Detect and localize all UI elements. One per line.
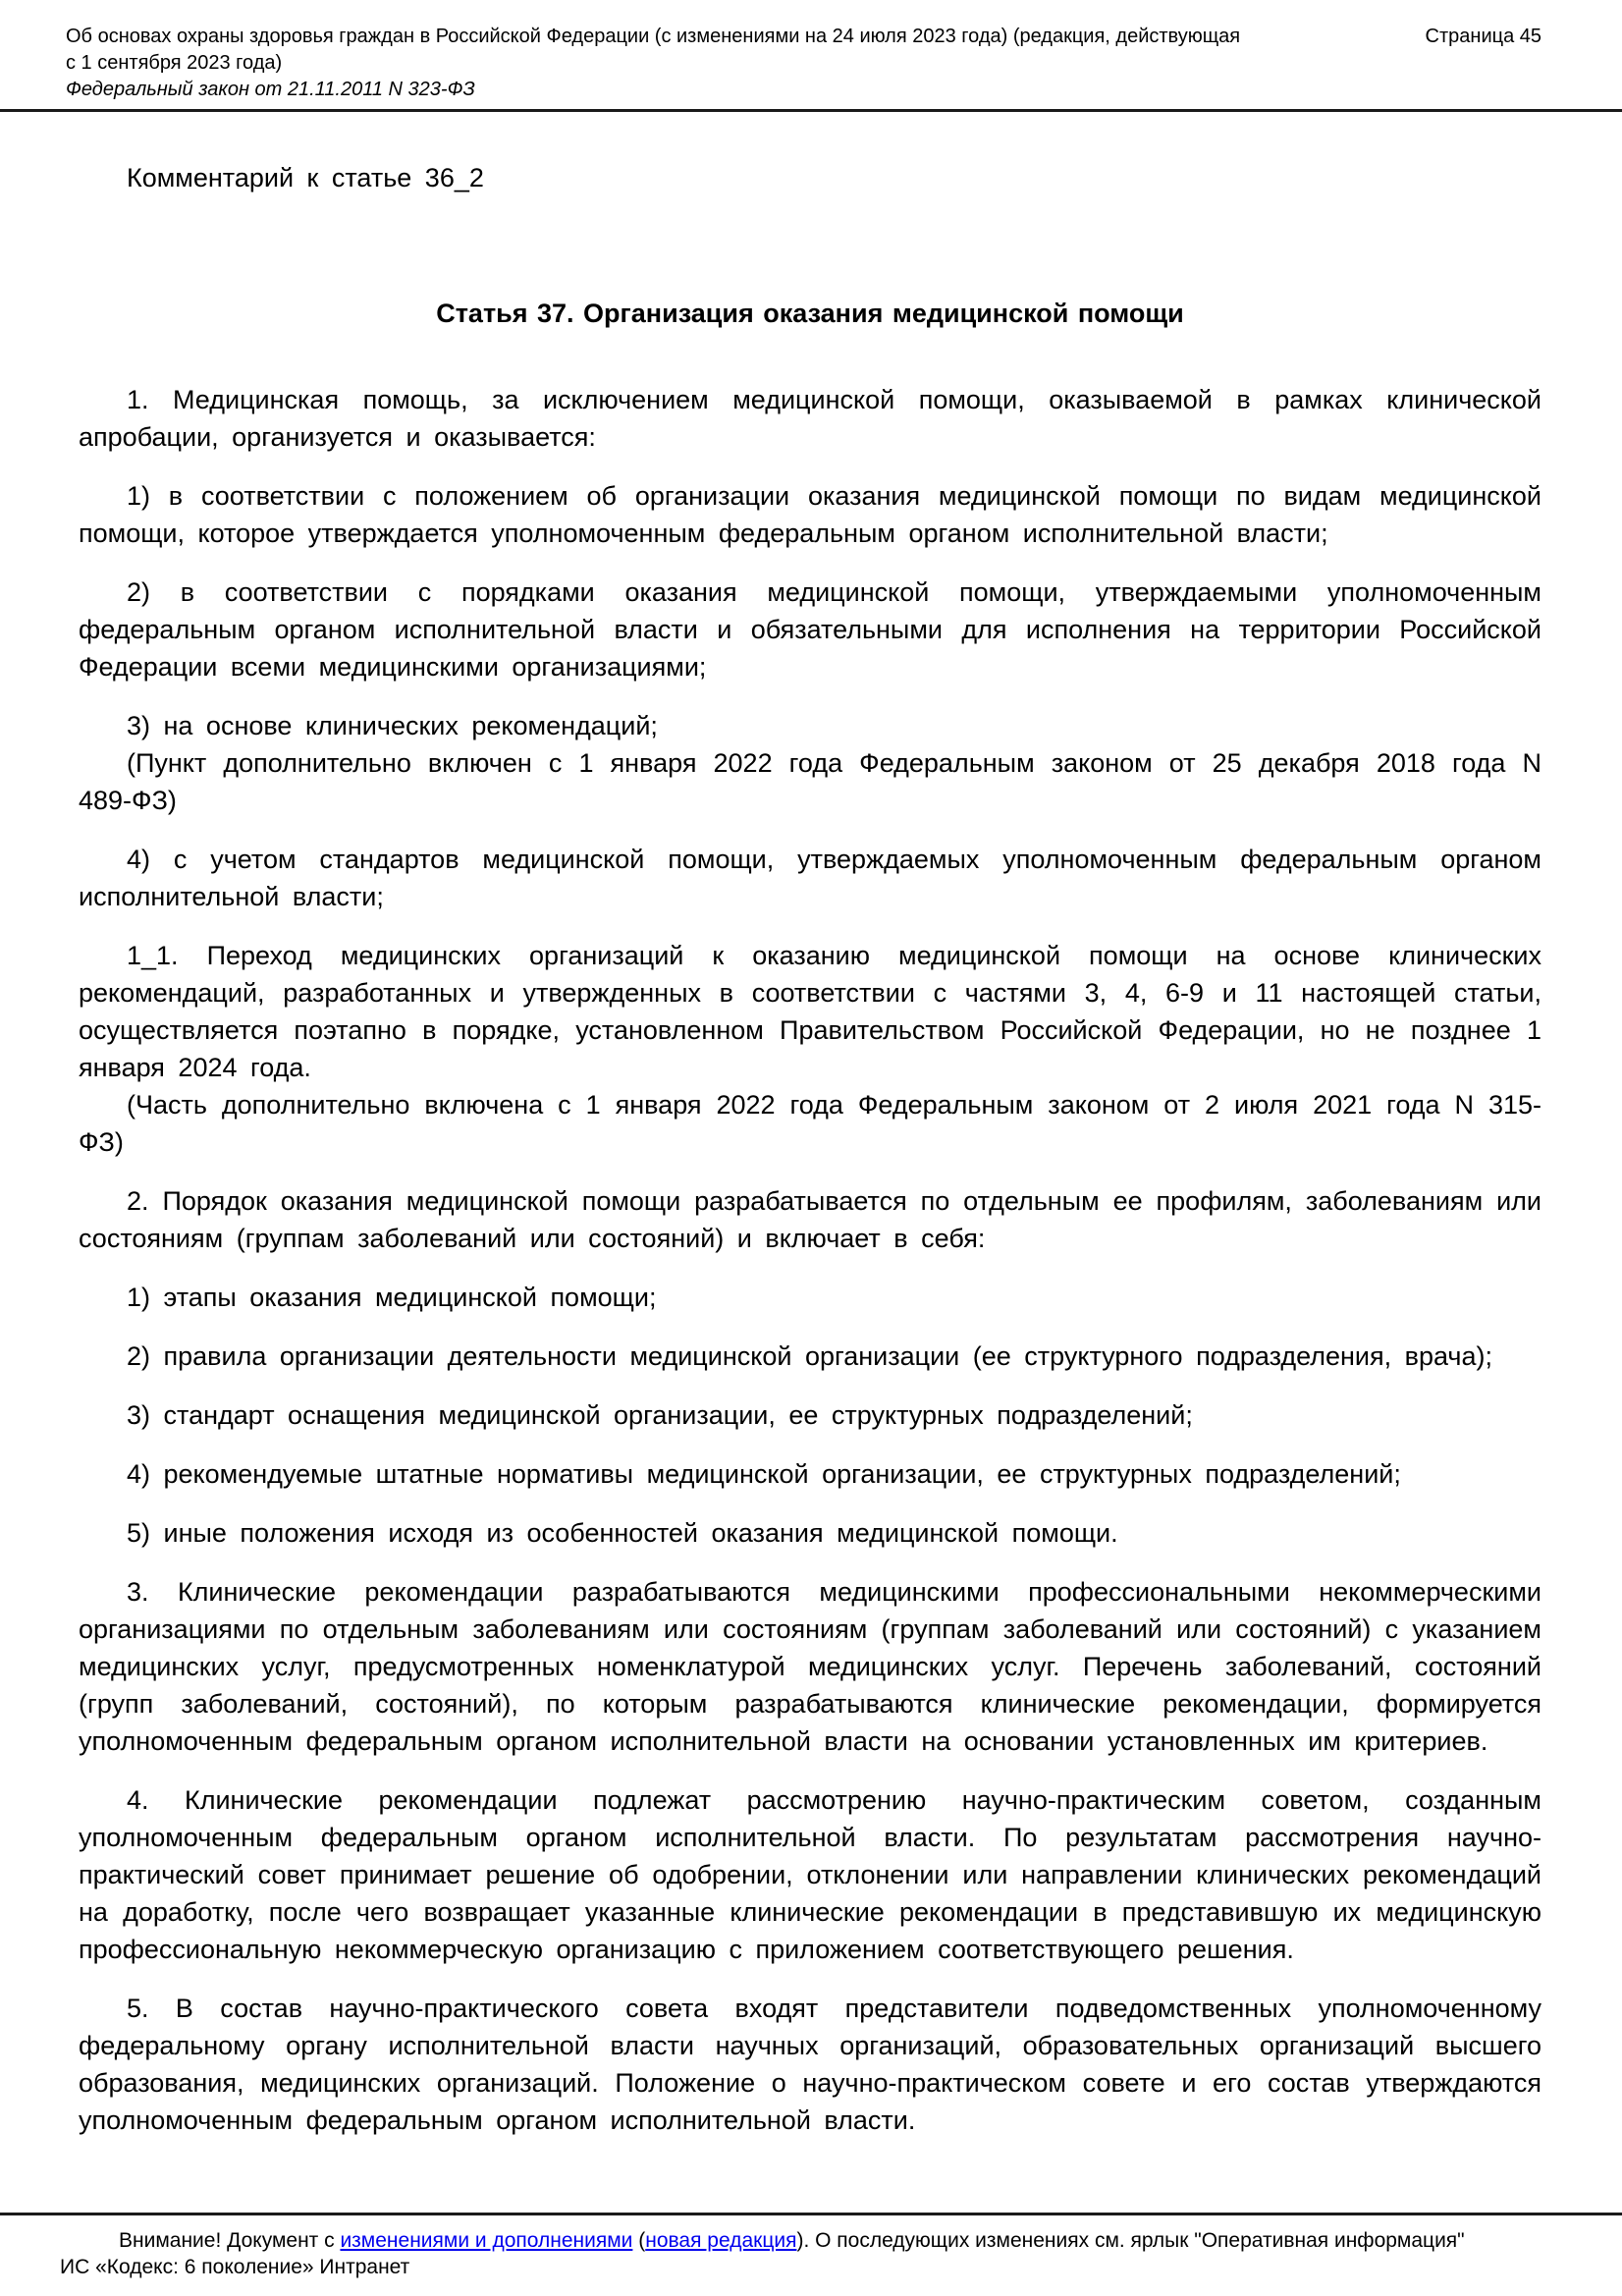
notice-text-prefix: Внимание! Документ с — [119, 2229, 341, 2252]
amendments-link[interactable]: изменениями и дополнениями — [340, 2229, 633, 2252]
document-title-line2: с 1 сентября 2023 года) — [66, 52, 283, 74]
article-paragraph: 5) иные положения исходя из особенностей оказания медицинской помощи. — [127, 1518, 1118, 1548]
article-paragraphs — [79, 381, 1541, 2139]
document-title-line1: Об основах охраны здоровья граждан в Российской Федерации (с изменениями на 24 июля 2023 года) (редакция, действующая — [66, 26, 1241, 47]
article-paragraph: 2. Порядок оказания медицинской помощи разрабатывается по отдельным ее профилям, заболеваниям или состояниям (группам заболеваний или состояний) и включает в себя: — [79, 1186, 1541, 1253]
article-paragraph: 3) на основе клинических рекомендаций; — [127, 711, 658, 740]
notice-text-mid: ( — [632, 2229, 646, 2252]
article-paragraph: (Пункт дополнительно включен с 1 января 2022 года Федеральным законом от 25 декабря 2018 года N 489-ФЗ) — [79, 748, 1541, 815]
article-paragraph: 1. Медицинская помощь, за исключением медицинской помощи, оказываемой в рамках клинической апробации, организуется и оказывается: — [79, 385, 1541, 452]
article-paragraph: 1_1. Переход медицинских организаций к оказанию медицинской помощи на основе клинических рекомендаций, разработанных и утвержденных в соответствии с частями 3, 4, 6-9 и 11 настоящей статьи, осуществляется поэтапно в порядке, установленном Правительством Российской Федерации, но не позднее 1 января 2024 года. — [79, 941, 1541, 1082]
notice-text-suffix: ). О последующих изменениях см. ярлык "Оперативная информация" — [796, 2229, 1465, 2252]
new-edition-link[interactable]: новая редакция — [645, 2229, 797, 2252]
article-heading: Статья 37. Организация оказания медицинской помощи — [436, 299, 1184, 328]
article-paragraph: 5. В состав научно-практического совета входят представители подведомственных уполномоченному федеральному органу исполнительной власти научных организаций, образовательных организаций высшего образования, медицинских организаций. Положение о научно-практическом совете и его состав утверждаются уполномоченным федеральным органом исполнительной власти. — [79, 1994, 1541, 2135]
page-header — [0, 0, 1622, 112]
article-paragraph: 1) этапы оказания медицинской помощи; — [127, 1283, 657, 1312]
article-paragraph: 2) правила организации деятельности медицинской организации (ее структурного подразделения, врача); — [127, 1341, 1493, 1371]
document-body — [0, 159, 1622, 2139]
page-footer — [0, 2213, 1622, 2296]
article-paragraph: 2) в соответствии с порядками оказания медицинской помощи, утверждаемыми уполномоченным федеральным органом исполнительной власти и обязательными для исполнения на территории Российской Федерации всеми медицинскими организациями; — [79, 577, 1541, 682]
article-paragraph: 1) в соответствии с положением об организации оказания медицинской помощи по видам медицинской помощи, которое утверждается уполномоченным федеральным органом исполнительной власти; — [79, 481, 1541, 548]
document-title-block — [66, 24, 1372, 103]
document-subtitle: Федеральный закон от 21.11.2011 N 323-ФЗ — [66, 79, 475, 100]
footer-notice — [60, 2227, 1593, 2254]
article-paragraph: 4) рекомендуемые штатные нормативы медицинской организации, ее структурных подразделений; — [127, 1459, 1401, 1489]
article-paragraph: 4. Клинические рекомендации подлежат рассмотрению научно-практическим советом, созданным уполномоченным федеральным органом исполнительной власти. По результатам рассмотрения научно-практический совет принимает решение об одобрении, отклонении или направлении клинических рекомендаций на доработку, после чего возвращает указанные клинические рекомендации в представившую их медицинскую профессиональную некоммерческую организацию с приложением соответствующего решения. — [79, 1785, 1541, 1964]
page-number: Страница 45 — [1425, 26, 1541, 47]
comment-reference: Комментарий к статье 36_2 — [127, 163, 484, 192]
article-paragraph: 3. Клинические рекомендации разрабатываются медицинскими профессиональными некоммерческими организациями по отдельным заболеваниям или состояниям (группам заболеваний или состояний) с указанием медицинских услуг, предусмотренных номенклатурой медицинских услуг. Перечень заболеваний, состояний (групп заболеваний, состояний), по которым разрабатываются клинические рекомендации, формируется уполномоченным федеральным органом исполнительной власти на основании установленных им критериев. — [79, 1577, 1541, 1756]
article-paragraph: 3) стандарт оснащения медицинской организации, ее структурных подразделений; — [127, 1400, 1193, 1430]
article-paragraph: 4) с учетом стандартов медицинской помощи, утверждаемых уполномоченным федеральным органом исполнительной власти; — [79, 845, 1541, 911]
source-system-label: ИС «Кодекс: 6 поколение» Интранет — [60, 2256, 410, 2278]
article-paragraph: (Часть дополнительно включена с 1 января 2022 года Федеральным законом от 2 июля 2021 года N 315-ФЗ) — [79, 1090, 1541, 1157]
